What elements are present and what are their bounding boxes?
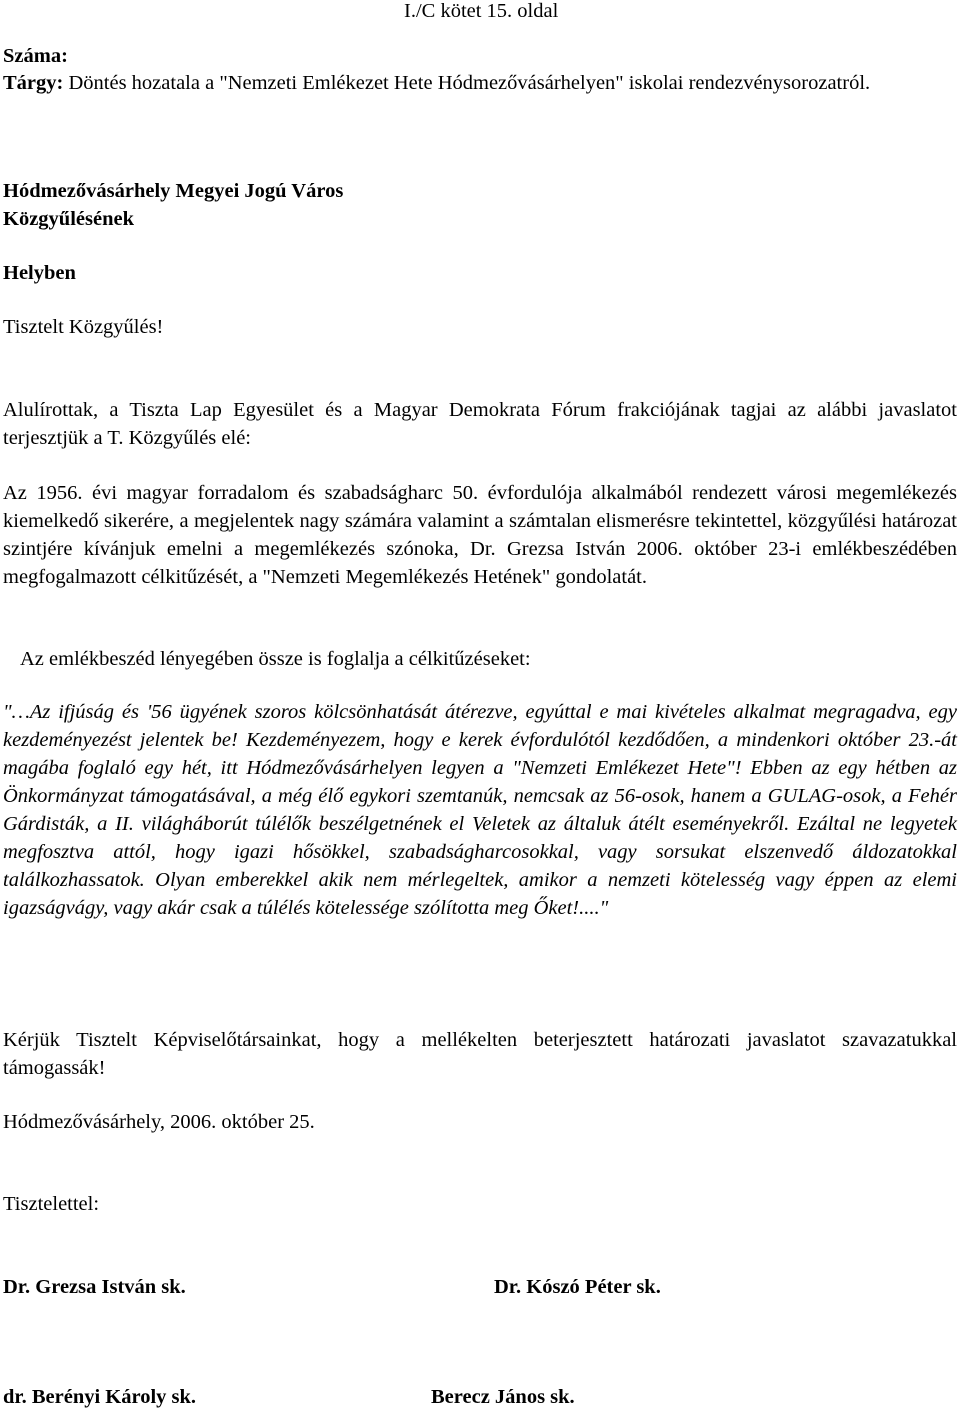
- addressee-line-1: Hódmezővásárhely Megyei Jogú Város: [3, 180, 344, 202]
- subject-label: Tárgy:: [3, 72, 64, 94]
- summary-line: Az emlékbeszéd lényegében össze is foglalja a célkitűzéseket:: [20, 648, 531, 670]
- closing: Tisztelettel:: [3, 1193, 100, 1215]
- subject-text: Döntés hozatala a "Nemzeti Emlékezet Hete Hódmezővásárhelyen" iskolai rendezvénysorozatról.: [68, 72, 871, 94]
- signature-koszo: Dr. Kószó Péter sk.: [494, 1276, 661, 1298]
- main-paragraph: Az 1956. évi magyar forradalom és szabadságharc 50. évfordulója alkalmából rendezett városi megemlékezés kiemelkedő sikerére, a megjelentek nagy számára valamint a számtalan elismerésre tekintettel, közgyűlési határozat szintjére kívánjuk emelni a megemlékezés szónoka, Dr. Grezsa István 2006. október 23-i emlékbeszédében megfogalmazott célkitűzését, a "Nemzeti Megemlékezés Hetének" gondolatát.: [3, 482, 957, 588]
- request-paragraph: Kérjük Tisztelt Képviselőtársainkat, hogy a mellékelten beterjesztett határozati javaslatot szavazatukkal támogassák!: [3, 1029, 957, 1079]
- intro-paragraph: Alulírottak, a Tiszta Lap Egyesület és a Magyar Demokrata Fórum frakciójának tagjai az alábbi javaslatot terjesztjük a T. Közgyűlés elé:: [3, 399, 957, 449]
- number-label: Száma:: [3, 45, 68, 67]
- page-reference: I./C kötet 15. oldal: [404, 0, 559, 22]
- addressee-place: Helyben: [3, 262, 76, 284]
- signature-grezsa: Dr. Grezsa István sk.: [3, 1276, 186, 1298]
- addressee-line-2: Közgyűlésének: [3, 208, 134, 230]
- subject-line: [3, 69, 957, 97]
- salutation: Tisztelt Közgyűlés!: [3, 316, 164, 338]
- signature-berecz: Berecz János sk.: [431, 1386, 575, 1408]
- place-date: Hódmezővásárhely, 2006. október 25.: [3, 1111, 315, 1133]
- quote-paragraph: "…Az ifjúság és '56 ügyének szoros kölcsönhatását átérezve, egyúttal e mai kivételes alkalmat megragadva, egy kezdeményezést jelentek be! Kezdeményezem, hogy e kerek évfordulótól kezdődően, a mindenkori október 23.-át magába foglaló egy hét, itt Hódmezővásárhelyen legyen a "Nemzeti Emlékezet Hete"! Ebben az egy hétben az Önkormányzat támogatásával, a még élő egykori szemtanúk, nemcsak az 56-osok, hanem a GULAG-osok, a Fehér Gárdisták, a II. világháborút túlélők beszélgetnének el Veletek az általuk átélt eseményekről. Ezáltal ne legyetek megfosztva attól, hogy igazi hősökkel, szabadságharcosokkal, vagy sorsukat elszenvedő áldozatokkal találkozhassatok. Olyan emberekkel akik nem mérlegeltek, amikor a nemzeti kötelesség vagy éppen az elemi igazságvágy, vagy akár csak a túlélés kötelessége szólította meg Őket!....": [3, 701, 957, 919]
- signature-berenyi: dr. Berényi Károly sk.: [3, 1386, 197, 1408]
